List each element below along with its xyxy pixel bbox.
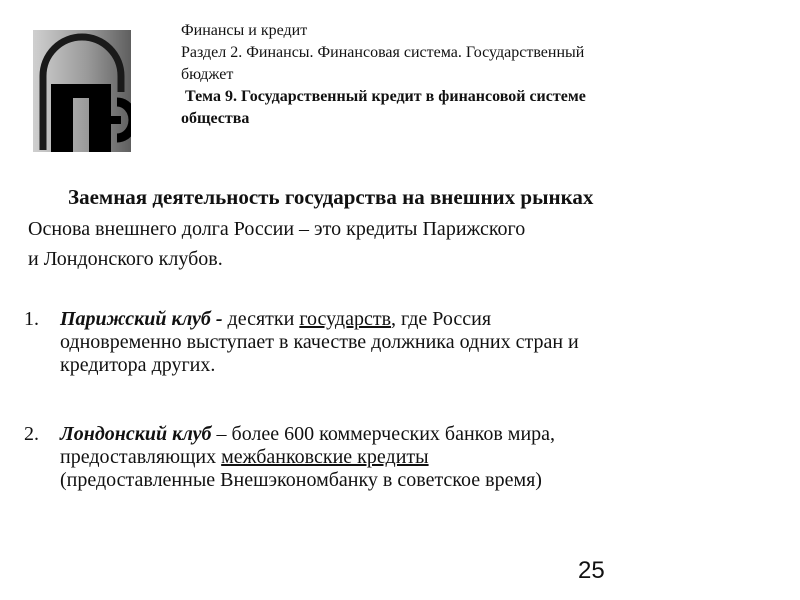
- term-paris-club: Парижский клуб -: [60, 308, 223, 330]
- term-london-club: Лондонский клуб: [60, 423, 212, 445]
- lead-line1: Основа внешнего долга России – это кредиты Парижского: [28, 218, 526, 240]
- item-text: десятки: [222, 308, 300, 330]
- lead-line2: и Лондонского клубов.: [28, 248, 223, 270]
- list-line: [60, 446, 784, 469]
- course-title: Финансы и кредит: [181, 22, 308, 39]
- pg-logo-icon: [33, 30, 131, 152]
- link-interbank-credits[interactable]: межбанковские кредиты: [221, 446, 429, 468]
- list-number: 2.: [24, 423, 39, 445]
- item-text: , где Россия: [391, 308, 492, 330]
- section-title-line1: Раздел 2. Финансы. Финансовая система. Государственный: [181, 44, 585, 61]
- page-number: 25: [578, 557, 605, 584]
- list-line: одновременно выступает в качестве должника одних стран и: [60, 331, 579, 353]
- list-line: [60, 308, 784, 331]
- topic-title-line1: Тема 9. Государственный кредит в финансовой системе: [185, 88, 586, 105]
- item-text: – более 600 коммерческих банков мира,: [211, 423, 556, 445]
- list-item-london-club: [24, 423, 784, 492]
- list-line: (предоставленные Внешэкономбанку в советское время): [60, 469, 542, 491]
- topic-title-line2: общества: [181, 110, 250, 127]
- item-text: предоставляющих: [60, 446, 222, 468]
- list-line: кредитора других.: [60, 354, 216, 376]
- numbered-list: [24, 308, 784, 492]
- slide-heading: Заемная деятельность государства на внешних рынках: [68, 185, 594, 209]
- list-line: [60, 423, 784, 446]
- slide-header: [181, 20, 761, 130]
- lead-paragraph: [28, 214, 525, 274]
- section-title-line2: бюджет: [181, 66, 234, 83]
- list-item-paris-club: [24, 308, 784, 377]
- list-number: 1.: [24, 308, 39, 330]
- link-states[interactable]: государств: [299, 308, 392, 330]
